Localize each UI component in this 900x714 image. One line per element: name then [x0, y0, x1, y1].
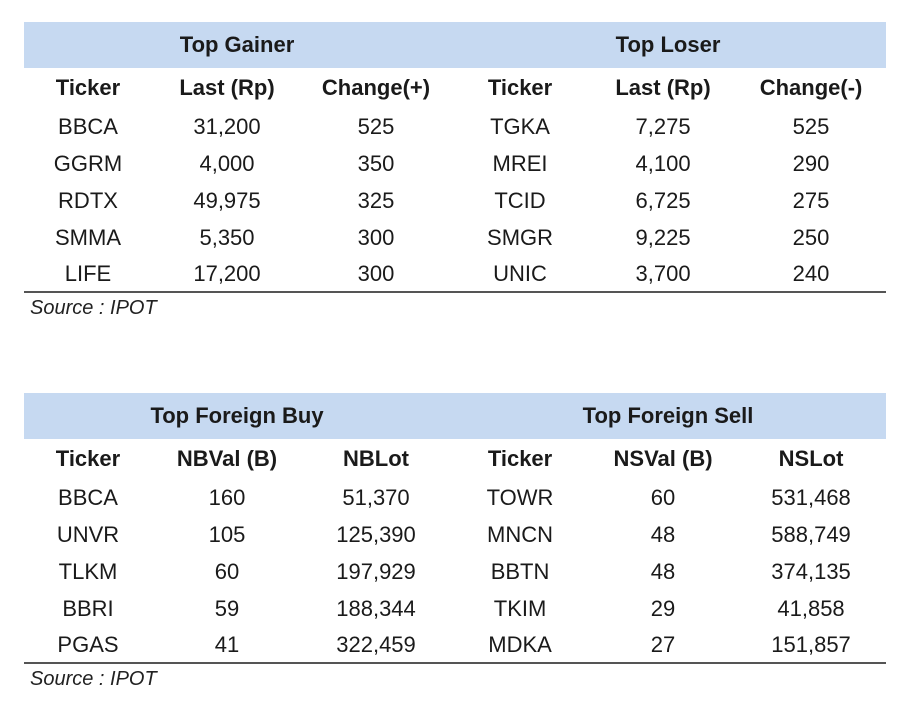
table-row: [24, 479, 886, 516]
table-cell: PGAS: [24, 627, 152, 663]
table-cell: MREI: [492, 150, 548, 176]
table-row: [24, 108, 886, 145]
table-cell: 60: [650, 484, 676, 510]
table-cell: MDKA: [450, 627, 590, 663]
table-cell: 151,857: [736, 627, 886, 663]
table-cell: UNIC: [450, 256, 590, 292]
table-cell: GGRM: [53, 150, 123, 176]
table-cell: 374,135: [771, 558, 851, 584]
table-cell: 3,700: [590, 256, 736, 292]
table-cell: 300: [357, 224, 395, 250]
table-cell: SMMA: [55, 224, 121, 250]
table-cell: TOWR: [486, 484, 554, 510]
top-gainer-title: Top Gainer: [24, 22, 450, 68]
table-row: [24, 145, 886, 182]
table-cell: 17,200: [152, 256, 302, 292]
column-header: NBLot: [343, 446, 409, 471]
column-header: Change(+): [321, 75, 431, 100]
table-cell: 188,344: [336, 595, 416, 621]
table-cell: BBRI: [62, 595, 114, 621]
table-cell: 531,468: [771, 484, 851, 510]
table-cell: 4,000: [199, 150, 255, 176]
table-cell: UNVR: [56, 521, 120, 547]
table-cell: 525: [792, 113, 830, 139]
table-cell: SMGR: [487, 224, 554, 250]
top-foreign-block: [24, 393, 886, 691]
table-cell: TGKA: [490, 113, 550, 139]
table-row: [24, 219, 886, 256]
source-note: Source : IPOT: [30, 668, 157, 690]
table-cell: 48: [650, 521, 676, 547]
top-foreign-buy-title: Top Foreign Buy: [24, 393, 450, 439]
top-gainer-loser-block: [24, 22, 886, 320]
column-header: Ticker: [487, 75, 553, 100]
source-note: Source : IPOT: [30, 297, 157, 319]
table-cell: BBCA: [58, 113, 118, 139]
table-cell: 31,200: [193, 113, 261, 139]
column-header: Change(-): [759, 75, 863, 100]
table-cell: LIFE: [24, 256, 152, 292]
table-cell: RDTX: [58, 187, 118, 213]
table-row: [24, 256, 886, 292]
table-row: [24, 553, 886, 590]
column-header: NSVal (B): [613, 446, 713, 471]
table-cell: 49,975: [193, 187, 261, 213]
table-cell: 588,749: [771, 521, 851, 547]
table-cell: 41,858: [777, 595, 845, 621]
table-cell: 525: [357, 113, 395, 139]
table-cell: 250: [792, 224, 830, 250]
column-header: Ticker: [55, 446, 121, 471]
table-cell: 350: [357, 150, 395, 176]
table-row: [24, 516, 886, 553]
table-cell: 197,929: [336, 558, 416, 584]
table-cell: 60: [214, 558, 240, 584]
table-cell: MNCN: [487, 521, 554, 547]
column-header: NBVal (B): [176, 446, 278, 471]
table-cell: 51,370: [342, 484, 410, 510]
table-cell: 325: [357, 187, 395, 213]
top-foreign-sell-title: Top Foreign Sell: [450, 393, 886, 439]
table-cell: BBTN: [490, 558, 550, 584]
top-loser-title: Top Loser: [450, 22, 886, 68]
table-cell: 240: [736, 256, 886, 292]
table-cell: 125,390: [336, 521, 416, 547]
table-cell: TLKM: [58, 558, 118, 584]
table-cell: 290: [792, 150, 830, 176]
table-cell: 59: [214, 595, 240, 621]
table-cell: 5,350: [199, 224, 255, 250]
top-foreign-table: [24, 393, 886, 664]
table-cell: BBCA: [58, 484, 118, 510]
column-header: Ticker: [55, 75, 121, 100]
table-cell: 27: [590, 627, 736, 663]
table-cell: 160: [208, 484, 246, 510]
table-cell: TCID: [494, 187, 546, 213]
table-cell: 322,459: [302, 627, 450, 663]
table-cell: 29: [650, 595, 676, 621]
column-header: Last (Rp): [179, 75, 275, 100]
table-cell: 7,275: [635, 113, 691, 139]
column-header: Ticker: [487, 446, 553, 471]
table-row: [24, 627, 886, 663]
table-cell: 300: [302, 256, 450, 292]
table-cell: 41: [152, 627, 302, 663]
table-cell: 4,100: [635, 150, 691, 176]
column-header: Last (Rp): [615, 75, 711, 100]
table-cell: 48: [650, 558, 676, 584]
table-row: [24, 590, 886, 627]
table-cell: 9,225: [635, 224, 691, 250]
table-cell: 105: [208, 521, 246, 547]
table-cell: TKIM: [493, 595, 547, 621]
top-gainer-loser-table: [24, 22, 886, 293]
table-cell: 6,725: [635, 187, 691, 213]
column-header: NSLot: [778, 446, 844, 471]
table-row: [24, 182, 886, 219]
table-cell: 275: [792, 187, 830, 213]
